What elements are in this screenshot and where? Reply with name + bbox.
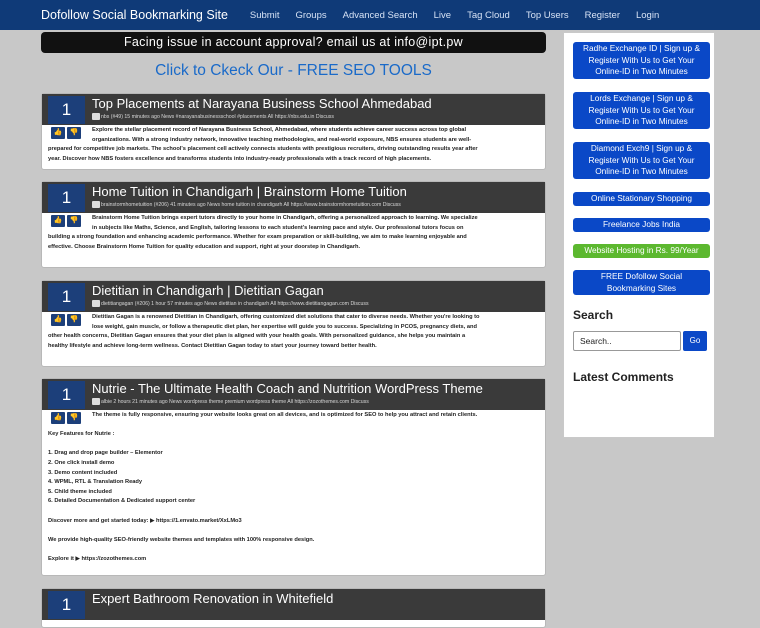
- vote-count: 1: [48, 283, 85, 311]
- post-header: [42, 589, 545, 620]
- post-title[interactable]: Home Tuition in Chandigarh | Brainstorm Home Tuition: [92, 184, 407, 199]
- thumbs-down-icon[interactable]: 👎: [67, 314, 81, 326]
- nav-submit[interactable]: Submit: [249, 9, 280, 21]
- search-heading: Search: [573, 308, 614, 322]
- post-text-line: We provide high-quality SEO-friendly website themes and templates with 100% responsive design.: [48, 536, 315, 543]
- post-title[interactable]: Top Placements at Narayana Business School Ahmedabad: [92, 96, 432, 111]
- post-text-line: 6. Detailed Documentation & Dedicated support center: [48, 498, 196, 505]
- post-meta: [92, 398, 541, 405]
- post-header: [42, 182, 545, 213]
- post-body: [42, 125, 545, 168]
- nav-advanced-search[interactable]: Advanced Search: [342, 9, 418, 21]
- vote-buttons: [51, 314, 83, 326]
- thumbs-up-icon[interactable]: 👍: [51, 127, 65, 139]
- vote-buttons: [51, 412, 83, 424]
- account-approval-notice: Facing issue in account approval? email us at info@ipt.pw: [41, 32, 546, 53]
- latest-comments-heading: Latest Comments: [573, 370, 674, 384]
- sidebar-link-hosting[interactable]: Website Hosting in Rs. 99/Year: [573, 244, 710, 258]
- post-meta-text: nbs (#49) 15 minutes ago News #narayanabusinessschool #placements All https://nbs.edu.in Discuss: [101, 113, 334, 120]
- post-meta-text: brainstormhometuition (#206) 41 minutes ago News home tuition in chandigarh All https://www.brainstormhometuition.com Discuss: [101, 201, 401, 208]
- post-text-line: 3. Demo content included: [48, 469, 118, 476]
- sidebar-link-diamond-exch9[interactable]: Diamond Exch9 | Sign up & Register With Us to Get Your Online-ID in Two Minutes: [573, 142, 710, 179]
- nav-groups[interactable]: Groups: [295, 9, 327, 21]
- sidebar-link-lords-exchange[interactable]: Lords Exchange | Sign up & Register With Us to Get Your Online-ID in Two Minutes: [573, 92, 710, 129]
- post-title[interactable]: Nutrie - The Ultimate Health Coach and Nutrition WordPress Theme: [92, 381, 483, 396]
- post-body: [42, 213, 545, 256]
- vote-buttons: [51, 127, 83, 139]
- vote-count: 1: [48, 184, 85, 212]
- post-header: [42, 281, 545, 312]
- search-go-button[interactable]: Go: [683, 331, 707, 351]
- post-text-line: healthy lifestyle and achieve long-term wellness. Contact Dietitian Gagan today to start your journey toward better health.: [48, 342, 377, 349]
- post-text-line: organizations. With a strong industry network, innovative teaching methodologies, and real-world exposure, NBS ensures students are well-: [92, 136, 472, 143]
- thumbs-up-icon[interactable]: 👍: [51, 412, 65, 424]
- post-text-line: [48, 526, 539, 536]
- thumbs-up-icon[interactable]: 👍: [51, 215, 65, 227]
- post-text-line: in subjects like Maths, Science, and English, tailoring lessons to each student's learning pace and style. Our professional tutors focus on: [92, 224, 464, 231]
- post-text-line: 2. One click install demo: [48, 459, 115, 466]
- search-input[interactable]: Search..: [573, 331, 681, 351]
- post-text-line: 4. WPML, RTL & Translation Ready: [48, 479, 143, 486]
- vote-count: 1: [48, 591, 85, 619]
- post-text-line: lose weight, gain muscle, or follow a therapeutic diet plan, her expertise will guide you to success. Specializing in PCOS, pregnancy diets, and: [92, 323, 477, 330]
- post-text-line: Explore the stellar placement record of Narayana Business School, Ahmedabad, where students achieve career success across top global: [92, 127, 467, 133]
- post-meta: [92, 300, 541, 307]
- post-text-line: Explore it ▶ https://zozothemes.com: [48, 555, 147, 562]
- post-text-line: Dietitian Gagan is a renowned Dietitian in Chandigarh, offering customized diet solutions that cater to diverse needs. Whether you're looking to: [92, 314, 480, 320]
- post-card: [41, 93, 546, 170]
- post-text-line: [48, 421, 539, 431]
- post-title[interactable]: Dietitian in Chandigarh | Dietitian Gagan: [92, 283, 324, 298]
- post-header: [42, 94, 545, 125]
- post-card: [41, 378, 546, 576]
- sidebar-link-radhe-exchange[interactable]: Radhe Exchange ID | Sign up & Register With Us to Get Your Online-ID in Two Minutes: [573, 42, 710, 79]
- post-card: [41, 280, 546, 367]
- user-icon: [92, 113, 100, 120]
- post-text-line: 1. Drag and drop page builder – Elementor: [48, 450, 163, 457]
- thumbs-down-icon[interactable]: 👎: [67, 412, 81, 424]
- post-text-line: [48, 440, 539, 450]
- post-meta: [92, 201, 541, 208]
- sidebar-link-freelance[interactable]: Freelance Jobs India: [573, 218, 710, 232]
- post-card: [41, 588, 546, 628]
- post-text-line: 5. Child theme included: [48, 488, 112, 495]
- post-text-line: Discover more and get started today: ▶ https://1.envato.market/XxLMo3: [48, 517, 242, 524]
- user-icon: [92, 398, 100, 405]
- vote-count: 1: [48, 381, 85, 409]
- post-meta-text: dietitiangagan (#206) 1 hour 57 minutes ago News dietitian in chandigarh All https://www.dietitiangagan.com Discuss: [101, 300, 369, 307]
- vote-buttons: [51, 215, 83, 227]
- post-meta: [92, 113, 541, 120]
- post-card: [41, 181, 546, 268]
- post-text-line: [48, 507, 539, 517]
- thumbs-down-icon[interactable]: 👎: [67, 215, 81, 227]
- post-meta-text: albie 2 hours 21 minutes ago News wordpress theme premium wordpress theme All https://zozothemes.com Discuss: [101, 398, 369, 405]
- nav-top-users[interactable]: Top Users: [525, 9, 569, 21]
- post-text-line: year. Discover how NBS fosters excellence and transforms students into industry-ready professionals with a track record of high placements.: [48, 155, 432, 162]
- sidebar-link-bookmarking[interactable]: FREE Dofollow Social Bookmarking Sites: [573, 270, 710, 295]
- post-title[interactable]: Expert Bathroom Renovation in Whitefield: [92, 591, 334, 606]
- sidebar-link-stationary[interactable]: Online Stationary Shopping: [573, 192, 710, 206]
- sidebar: [563, 32, 715, 438]
- nav-register[interactable]: Register: [584, 9, 620, 21]
- top-navbar: [0, 0, 760, 30]
- post-body: [42, 410, 545, 569]
- free-seo-tools-link[interactable]: Click to Ckeck Our - FREE SEO TOOLS: [155, 62, 432, 79]
- site-brand[interactable]: Dofollow Social Bookmarking Site: [41, 8, 228, 22]
- thumbs-up-icon[interactable]: 👍: [51, 314, 65, 326]
- post-text-line: effective. Choose Brainstorm Home Tuition for quality education and support, right at your doorstep in Chandigarh.: [48, 243, 361, 250]
- post-text-line: other health concerns, Dietitian Gagan ensures that your diet plan is aligned with your health goals. With personalized guidance, she helps you maintain a: [48, 333, 466, 340]
- post-text-line: prepared for competitive job markets. The school's placement cell actively connects students with prestigious recruiters, driving outstanding results year after: [48, 146, 478, 153]
- post-text-line: building a strong foundation and enhancing academic performance. Whether for exam preparation or skill-building, we aim to make learning enjoyable and: [48, 234, 467, 241]
- nav-tag-cloud[interactable]: Tag Cloud: [467, 9, 510, 21]
- post-text-line: The theme is fully responsive, ensuring your website looks great on all devices, and is optimized for SEO to help you attract and retain clients.: [92, 412, 478, 418]
- nav-login[interactable]: Login: [635, 9, 660, 21]
- vote-count: 1: [48, 96, 85, 124]
- post-header: [42, 379, 545, 410]
- thumbs-down-icon[interactable]: 👎: [67, 127, 81, 139]
- nav-live[interactable]: Live: [433, 9, 452, 21]
- post-text-line: Brainstorm Home Tuition brings expert tutors directly to your home in Chandigarh, offering a personalized approach to learning. We specialize: [92, 215, 478, 221]
- post-text-line: [48, 545, 539, 555]
- user-icon: [92, 201, 100, 208]
- post-text-line: Key Features for Nutrie :: [48, 431, 115, 438]
- post-body: [42, 312, 545, 355]
- user-icon: [92, 300, 100, 307]
